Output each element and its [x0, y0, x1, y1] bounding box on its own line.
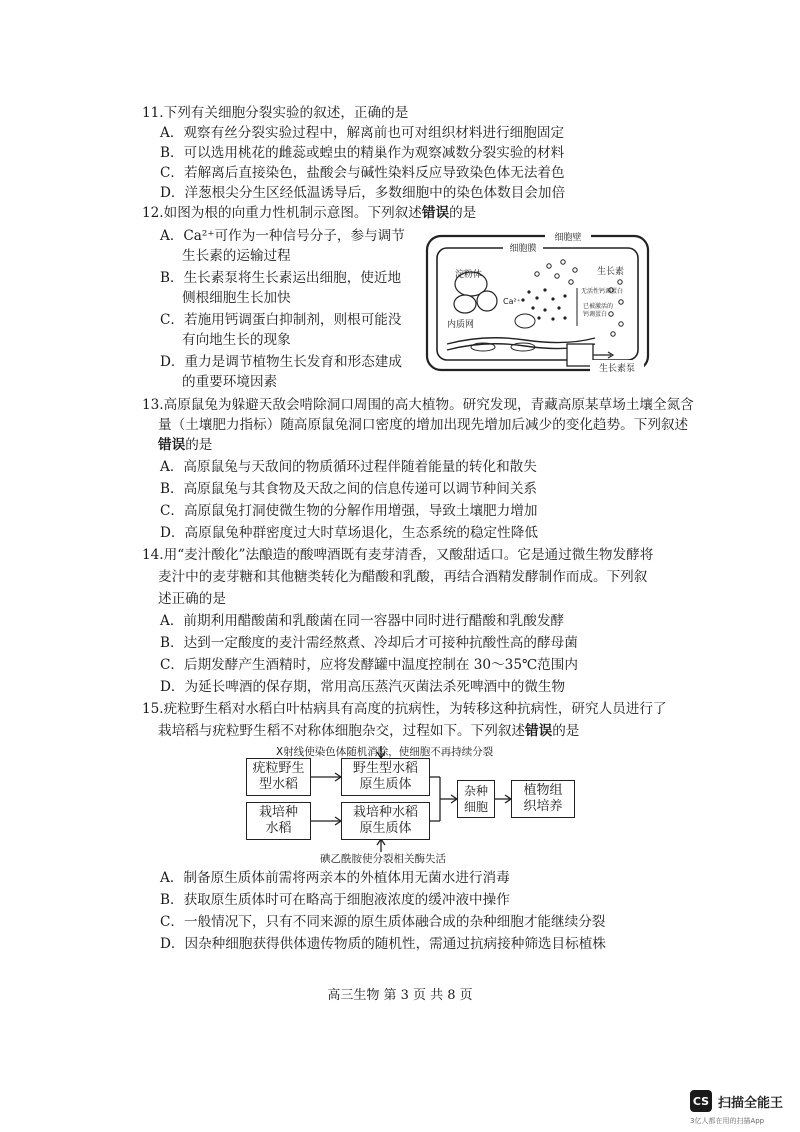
cultivated-protoplast-box: 栽培种水稻 原生质体 — [341, 802, 430, 840]
xray-note: X射线使染色体随机消除，使细胞不再持续分裂 — [276, 746, 494, 758]
q14-stem-line1: 14.用“麦汁酸化”法酿造的酸啤酒既有麦芽清香，又酸甜适口。它是通过微生物发酵将 — [142, 547, 654, 563]
scanner-watermark — [690, 1090, 783, 1112]
active-calmodulin-label-1: 已被激活的 — [583, 303, 614, 310]
q12-option-b-cont: 侧根细胞生长加快 — [182, 290, 291, 306]
q14-option-a: A．前期利用醋酸菌和乳酸菌在同一容器中同时进行醋酸和乳酸发酵 — [160, 613, 565, 629]
scanner-name: 扫描全能王 — [718, 1095, 784, 1111]
q14-option-d: D．为延长啤酒的保存期，常用高压蒸汽灭菌法杀死啤酒中的微生物 — [160, 679, 566, 695]
q14-option-b: B．达到一定酸度的麦汁需经熬煮、冷却后才可接种抗酸性高的酵母菌 — [160, 635, 578, 651]
q15-option-b: B．获取原生质体时可在略高于细胞液浓度的缓冲液中操作 — [160, 892, 510, 908]
q13-stem-line3: 错误的是 — [158, 437, 213, 453]
q11-option-c: C．若解离后直接染色，盐酸会与碱性染料反应导致染色体无法着色 — [160, 165, 565, 181]
q13-error-keyword: 错误 — [158, 437, 186, 453]
q12-option-a-cont: 生长素的运输过程 — [182, 248, 291, 264]
q12-error-keyword: 错误 — [421, 205, 450, 221]
er-label: 内质网 — [447, 320, 475, 330]
q15-option-d: D．因杂种细胞获得供体遗传物质的随机性，需通过抗病接种筛选目标植株 — [160, 936, 606, 952]
q15-option-c: C．一般情况下，只有不同来源的原生质体融合成的杂种细胞才能继续分裂 — [160, 914, 606, 930]
q11-option-b: B．可以选用桃花的雌蕊或蝗虫的精巢作为观察减数分裂实验的材料 — [160, 145, 565, 161]
q13-stem-line1: 13.高原鼠兔为躲避天敌会啃除洞口周围的高大植物。研究发现，青藏高原某草场土壤全氮含 — [142, 397, 694, 413]
q15-stem-line1: 15.疣粒野生稻对水稻白叶枯病具有高度的抗病性，为转移这种抗病性，研究人员进行了 — [142, 701, 667, 717]
q14-option-c: C．后期发酵产生酒精时，应将发酵罐中温度控制在 30～35℃范围内 — [160, 657, 578, 673]
auxin-label: 生长素 — [597, 267, 625, 277]
q12-option-a: A．Ca²⁺可作为一种信号分子，参与调节 — [160, 228, 405, 244]
hybrid-cell-box: 杂种 细胞 — [457, 780, 495, 818]
cell-membrane-label: 细胞膜 — [509, 244, 537, 254]
q11-stem: 11.下列有关细胞分裂实验的叙述，正确的是 — [142, 105, 409, 121]
amyloplast-label: 淀粉体 — [455, 270, 483, 280]
q15-stem-line2: 栽培稻与疣粒野生稻不对称体细胞杂交，过程如下。下列叙述错误的是 — [158, 723, 580, 739]
q13-stem-line2: 量（土壤肥力指标）随高原鼠兔洞口密度的增加出现先增加后减少的变化趋势。下列叙述 — [158, 417, 689, 433]
q14-stem-line2: 麦汁中的麦芽糖和其他糖类转化为醋酸和乳酸，再结合酒精发酵制作而成。下列叙 — [158, 569, 648, 585]
wild-protoplast-box: 野生型水稻 原生质体 — [341, 758, 430, 796]
q14-stem-line3: 述正确的是 — [158, 591, 226, 607]
wild-rice-box: 疣粒野生 型水稻 — [246, 758, 311, 796]
q12-option-d-cont: 的重要环境因素 — [182, 374, 278, 390]
q13-option-b: B．高原鼠兔与其食物及天敌之间的信息传递可以调节种间关系 — [160, 481, 538, 497]
q11-option-d: D．洋葱根尖分生区经低温诱导后，多数细胞中的染色体数目会加倍 — [160, 185, 566, 201]
q12-option-b: B．生长素泵将生长素运出细胞，使近地 — [160, 270, 402, 286]
auxin-pump-label: 生长素泵 — [598, 364, 636, 374]
iodoacetamide-note: 碘乙酰胺使分裂相关酶失活 — [320, 853, 446, 865]
q12-option-d: D．重力是调节植物生长发育和形态建成 — [160, 354, 402, 370]
q13-option-a: A．高原鼠兔与天敌间的物质循环过程伴随着能量的转化和散失 — [160, 459, 537, 475]
q15-error-keyword: 错误 — [525, 723, 553, 739]
cell-wall-label: 细胞壁 — [554, 233, 582, 243]
tissue-culture-box: 植物组 织培养 — [511, 780, 575, 818]
camscanner-logo-icon: CS — [690, 1090, 712, 1112]
q12-stem: 12.如图为根的向重力性机制示意图。下列叙述错误的是 — [142, 205, 477, 221]
scanner-slogan: 3亿人都在用的扫描App — [690, 1117, 765, 1125]
q13-option-c: C．高原鼠兔打洞使微生物的分解作用增强，导致土壤肥力增加 — [160, 503, 538, 519]
q12-option-c-cont: 有向地生长的现象 — [182, 332, 291, 348]
q15-option-a: A．制备原生质体前需将两亲本的外植体用无菌水进行消毒 — [160, 870, 510, 886]
cultivated-rice-box: 栽培种 水稻 — [246, 802, 311, 840]
q13-option-d: D．高原鼠兔种群密度过大时草场退化，生态系统的稳定性降低 — [160, 525, 538, 541]
q11-option-a: A．观察有丝分裂实验过程中，解离前也可对组织材料进行细胞固定 — [160, 125, 565, 141]
active-calmodulin-label-2: 钙调蛋白 — [583, 311, 608, 318]
q12-option-c: C．若施用钙调蛋白抑制剂，则根可能没 — [160, 312, 402, 328]
ca-ion-label: Ca²⁺ — [503, 297, 521, 306]
page-footer: 高三生物 第 3 页 共 8 页 — [327, 988, 473, 1003]
inactive-calmodulin-label: 无活性钙调蛋白 — [581, 288, 624, 295]
